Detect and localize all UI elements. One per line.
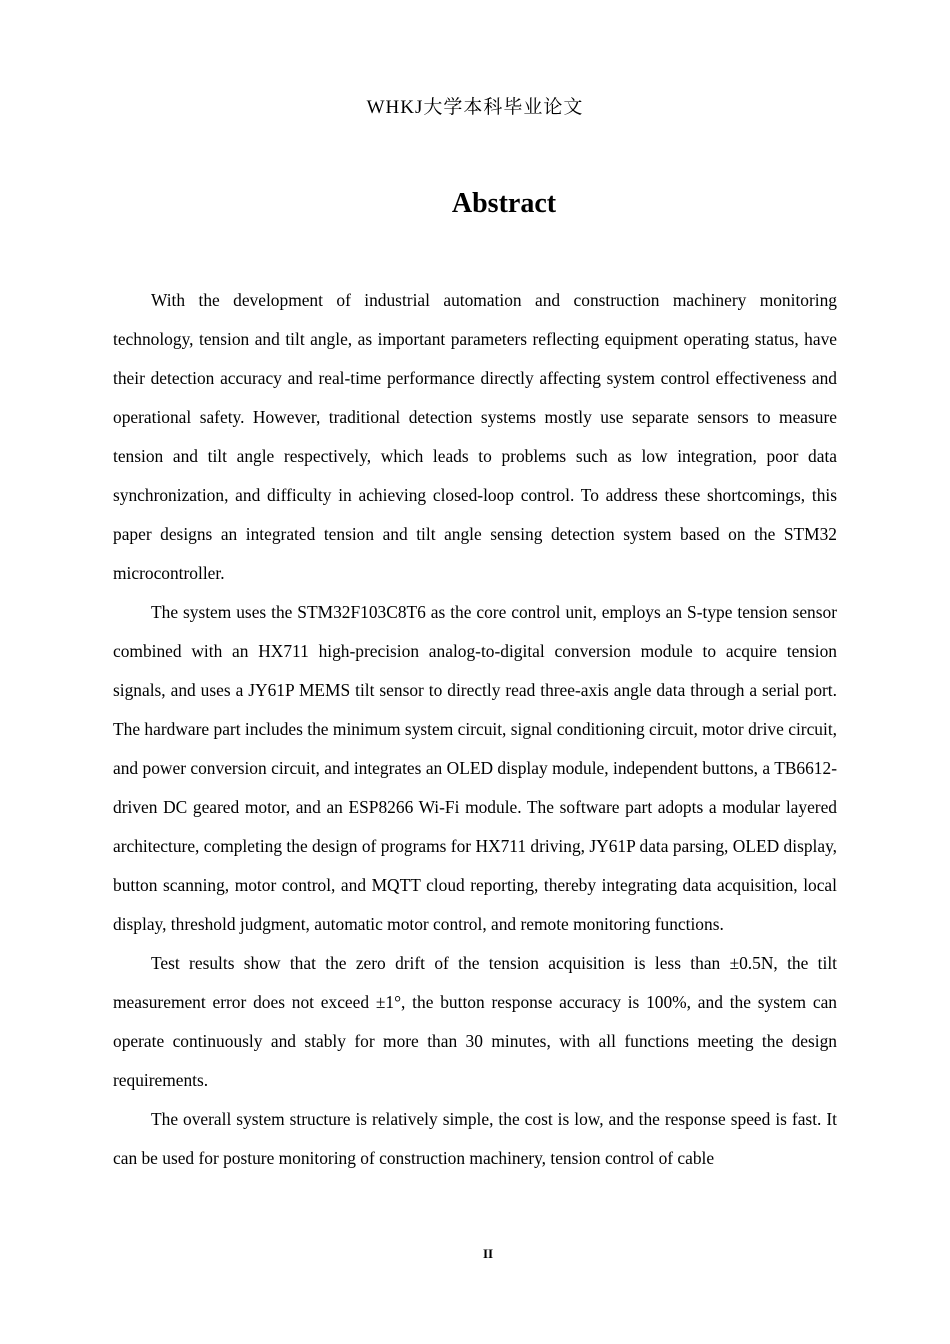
abstract-paragraph-2: The system uses the STM32F103C8T6 as the core control unit, employs an S-type tension sensor combined with an HX711 high-precision analog-to-digital conversion module to acquire tension signals, and uses a JY61P MEMS tilt sensor to directly read three-axis angle data through a serial port. The hardware part includes the minimum system circuit, signal conditioning circuit, motor drive circuit, and power conversion circuit, and integrates an OLED display module, independent buttons, a TB6612-driven DC geared motor, and an ESP8266 Wi-Fi module. The software part adopts a modular layered architecture, completing the design of programs for HX711 driving, JY61P data parsing, OLED display, button scanning, motor control, and MQTT cloud reporting, thereby integrating data acquisition, local display, threshold judgment, automatic motor control, and remote monitoring functions. [113,602,837,934]
abstract-body [113,281,837,1178]
abstract-paragraph-4: The overall system structure is relatively simple, the cost is low, and the response speed is fast. It can be used for posture monitoring of construction machinery, tension control of cable [113,1109,837,1168]
page-number: II [482,1246,494,1261]
running-header: WHKJ大学本科毕业论文 [366,97,584,118]
abstract-paragraph-1: With the development of industrial automation and construction machinery monitoring technology, tension and tilt angle, as important parameters reflecting equipment operating status, have their detection accuracy and real-time performance directly affecting system control effectiveness and operational safety. However, traditional detection systems mostly use separate sensors to measure tension and tilt angle respectively, which leads to problems such as low integration, poor data synchronization, and difficulty in achieving closed-loop control. To address these shortcomings, this paper designs an integrated tension and tilt angle sensing detection system based on the STM32 microcontroller. [113,290,837,583]
abstract-paragraph-3: Test results show that the zero drift of the tension acquisition is less than ±0.5N, the tilt measurement error does not exceed ±1°, the button response accuracy is 100%, and the system can operate continuously and stably for more than 30 minutes, with all functions meeting the design requirements. [113,953,837,1090]
abstract-title: Abstract [451,188,557,219]
